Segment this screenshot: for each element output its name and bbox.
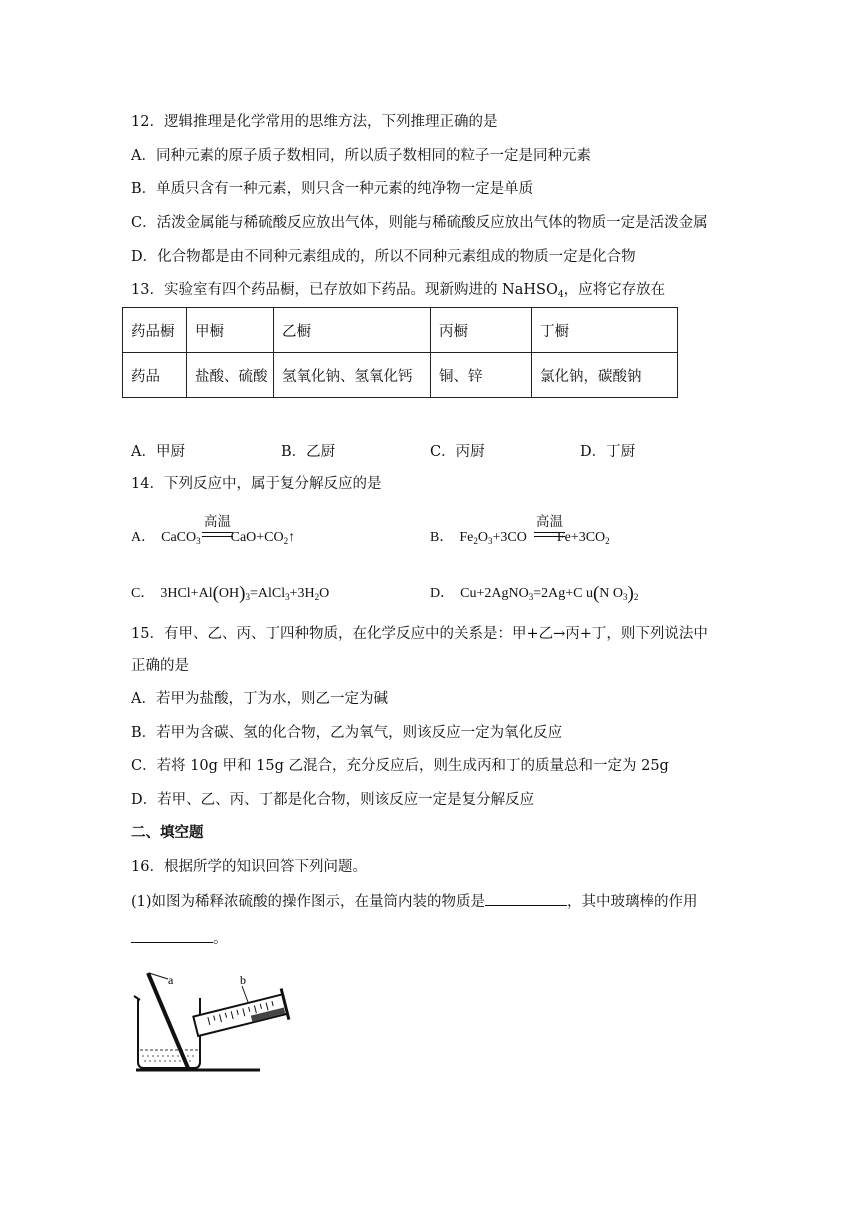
table-cell: 丙橱 [431,308,532,353]
q12-stem: 12．逻辑推理是化学常用的思维方法，下列推理正确的是 [131,114,498,130]
table-row [123,353,678,398]
section-title: 二、填空题 [131,824,204,841]
equals-sign [202,532,233,537]
q14-option-c: C． $3HCl+Al(OH)_3=AlCl_3+3H_2O$ [131,583,330,604]
q15-stem-line2: 正确的是 [131,658,189,674]
table-cell: 丁橱 [532,308,678,353]
table-cell: 甲橱 [187,308,274,353]
q15-option-b: B．若甲为含碳、氢的化合物，乙为氧气，则该反应一定为氧化反应 [131,725,563,741]
answer-blank[interactable] [485,890,567,906]
q16-stem: 16．根据所学的知识回答下列问题。 [131,859,367,875]
answer-blank[interactable] [131,927,213,943]
table-row [123,308,678,353]
q16-part1-cont: 。 [131,927,228,949]
label-a: a [168,973,174,987]
equals-sign [534,532,565,537]
q13-option-b: B．乙厨 [281,444,336,460]
cabinet-table [122,307,678,398]
q13-stem: 13．实验室有四个药品橱，已存放如下药品。现新购进的 NaHSO$_4$，应将它存放在 [131,282,666,300]
table-cell: 药品 [123,353,187,398]
reaction-condition: 高温 [536,514,563,529]
table-cell: 氢氧化钠、氢氧化钙 [274,353,431,398]
dilution-figure [130,968,300,1078]
q13-option-c: C．丙厨 [430,444,485,460]
q14-option-b: B． $Fe_2O_3+3CO$ $Fe+3CO_2$ 高温 [430,526,610,546]
q12-option-c: C．活泼金属能与稀硫酸反应放出气体，则能与稀硫酸反应放出气体的物质一定是活泼金属 [131,215,708,231]
q15-option-a: A．若甲为盐酸，丁为水，则乙一定为碱 [131,691,388,707]
q14-option-a: A． CaCO$_3$ $CaO+CO_2↑$ 高温 [131,526,295,546]
table-cell: 乙橱 [274,308,431,353]
q13-option-a: A．甲厨 [131,444,185,460]
q16-part1: (1)如图为稀释浓硫酸的操作图示，在量筒内装的物质是 ，其中玻璃棒的作用 [131,890,698,912]
table-cell: 铜、锌 [431,353,532,398]
q13-option-d: D．丁厨 [580,444,636,460]
table-cell: 盐酸、硫酸 [187,353,274,398]
label-b: b [240,973,246,987]
q12-option-a: A．同种元素的原子质子数相同，所以质子数相同的粒子一定是同种元素 [131,148,591,164]
q12-option-d: D．化合物都是由不同种元素组成的，所以不同种元素组成的物质一定是化合物 [131,249,636,265]
q14-option-d: D． Cu+2AgNO$_3$=2Ag+C u(N $O_3)_2$ [430,583,639,604]
q14-stem: 14．下列反应中，属于复分解反应的是 [131,476,382,492]
table-cell: 药品橱 [123,308,187,353]
q12-option-b: B．单质只含有一种元素，则只含一种元素的纯净物一定是单质 [131,181,534,197]
reaction-condition: 高温 [204,514,231,529]
q15-option-c: C．若将 10g 甲和 15g 乙混合，充分反应后，则生成丙和丁的质量总和一定为 25g [131,758,669,774]
q15-option-d: D．若甲、乙、丙、丁都是化合物，则该反应一定是复分解反应 [131,792,535,808]
q15-stem-line1: 15．有甲、乙、丙、丁四种物质，在化学反应中的关系是：甲+乙→丙+丁，则下列说法中 [131,626,708,642]
table-cell: 氯化钠，碳酸钠 [532,353,678,398]
